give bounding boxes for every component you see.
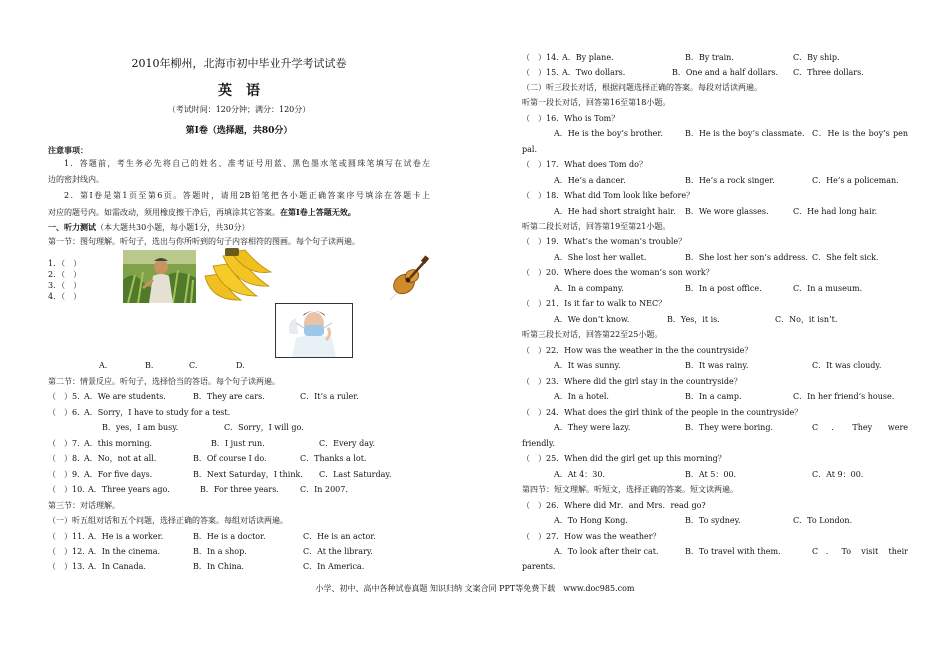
option-c-cont: friendly. xyxy=(522,439,555,448)
picture-bananas xyxy=(201,246,273,304)
option-a: A．Three years ago. xyxy=(88,485,170,494)
option-b: B．She lost her son’s address. xyxy=(685,253,808,262)
subject-title: 英 语 xyxy=(218,83,260,99)
image-label-d: D. xyxy=(236,361,245,370)
part1-heading: 一、听力测试（本大题共30小题，每小题1分，共30分） xyxy=(48,222,250,232)
option-c: C．To London. xyxy=(793,516,853,525)
section2-instructions: 第二节：情景反应。听句子，选择恰当的答语。每个句子读两遍。 xyxy=(48,377,280,386)
option-c-cont: pal. xyxy=(522,145,537,154)
option-a: A．this morning. xyxy=(84,439,153,448)
option-a: A．No，not at all. xyxy=(84,454,157,463)
option-a: A．They were lazy. xyxy=(554,423,631,432)
question-23: （ ）23．Where did the girl stay in the countryside？ xyxy=(522,377,742,386)
question-number: （ ）6． xyxy=(48,408,86,417)
option-a: A．He had short straight hair. xyxy=(554,207,676,216)
sub-section-2: （二）听三段长对话，根据问题选择正确的答案。每段对话读两遍。 xyxy=(522,83,762,92)
option-c: C．Every day. xyxy=(319,439,375,448)
question-26: （ ）26．Where did Mr．and Mrs．read go? xyxy=(522,501,706,510)
option-b: B．They were boring. xyxy=(685,423,773,432)
notice-item-1-cont: 边的密封线内。 xyxy=(48,175,104,184)
option-c: C．Three dollars. xyxy=(793,68,864,77)
option-a: A．In a hotel. xyxy=(554,392,609,401)
question-21: （ ）21．Is it far to walk to NEC？ xyxy=(522,299,667,308)
option-c: C．It’s a ruler. xyxy=(300,392,359,401)
option-c: C．They were xyxy=(812,423,908,432)
section3-heading: 第三节：对话理解。 xyxy=(48,501,120,510)
option-c: C．At the library. xyxy=(303,547,373,556)
option-b: B．yes，I am busy. xyxy=(102,423,179,432)
option-c: C．No，it isn’t. xyxy=(775,315,838,324)
question-number: （ ）10． xyxy=(48,485,91,494)
option-b: B．In a post office. xyxy=(685,284,762,293)
option-c: C．Thanks a lot. xyxy=(300,454,367,463)
option-a: A．To Hong Kong. xyxy=(554,516,628,525)
option-b: B．In a camp. xyxy=(685,392,742,401)
option-b: B．He’s a rock singer. xyxy=(685,176,775,185)
question-22: （ ）22．How was the weather in the the countryside？ xyxy=(522,346,753,355)
image-label-b: B. xyxy=(145,361,154,370)
option-c: C．In her friend’s house. xyxy=(793,392,895,401)
volume-title: 第Ⅰ卷（选择题，共80分） xyxy=(185,126,293,136)
notice-item-2: 2．第Ⅰ卷是第1页至第6页。答题时，请用2B铅笔把各小题正确答案序号填涂在答题卡上 xyxy=(64,191,430,200)
option-b: B．To sydney. xyxy=(685,516,741,525)
sub-section-1: （一）听五组对话和五个问题，选择正确的答案。每组对话读两遍。 xyxy=(48,516,288,525)
option-c: C．He is an actor. xyxy=(303,532,376,541)
option-b: B．We wore glasses. xyxy=(685,207,769,216)
question-number: （ ）13． xyxy=(48,562,91,571)
option-a: A．To look after their cat. xyxy=(554,547,659,556)
option-c: C．He had long hair. xyxy=(793,207,878,216)
question-18: （ ）18．What did Tom look like before？ xyxy=(522,191,695,200)
option-b: B．One and a half dollars. xyxy=(672,68,779,77)
option-b: B．He is the boy’s classmate. xyxy=(685,129,805,138)
picture-nurse xyxy=(275,303,353,358)
option-a: A．He’s a dancer. xyxy=(554,176,626,185)
option-a: A．In the cinema. xyxy=(88,547,161,556)
question-number: （ ）8． xyxy=(48,454,86,463)
option-c: C．At 9：00. xyxy=(812,470,864,479)
image-label-a: A. xyxy=(99,361,108,370)
option-c: C．By ship. xyxy=(793,53,840,62)
option-b: B．He is a doctor. xyxy=(193,532,266,541)
notice-item-2-cont: 对应的题号内。如需改动，须用橡皮擦干净后，再填涂其它答案。在第Ⅰ卷上答题无效。 xyxy=(48,207,356,217)
exam-info: （考试时间：120分钟；满分：120分） xyxy=(167,105,311,114)
question-number: （ ）5． xyxy=(48,392,86,401)
notice-item-1: 1．答题前，考生务必先将自己的姓名、准考证号用蓝、黑色墨水笔或圆珠笔填写在试卷左 xyxy=(64,159,430,168)
question-16: （ ）16．Who is Tom？ xyxy=(522,114,620,123)
section1-instructions: 第一节：图句理解。听句子，选出与你所听到的句子内容相符的图画。每个句子读两遍。 xyxy=(48,237,360,246)
dialogue-1-instructions: 听第一段长对话，回答第16至第18小题。 xyxy=(522,98,671,107)
question-19: （ ）19．What’s the woman’s trouble？ xyxy=(522,237,687,246)
answer-blank-1: 1．（ ） xyxy=(48,259,82,268)
page-footer: 小学、初中、高中各种试卷真题 知识归纳 文案合同 PPT等免费下载 www.doc985.com xyxy=(315,584,635,593)
option-a: A．For five days. xyxy=(84,470,153,479)
option-b: B．By train. xyxy=(685,53,734,62)
option-a: A．At 4：30. xyxy=(554,470,605,479)
option-c: C．In America. xyxy=(303,562,365,571)
option-a: A．He is the boy’s brother. xyxy=(554,129,663,138)
option-b: B．To travel with them. xyxy=(685,547,781,556)
option-a: A．In Canada. xyxy=(88,562,146,571)
question-number: （ ）9． xyxy=(48,470,86,479)
option-b: B．In China. xyxy=(193,562,245,571)
option-b: B．In a shop. xyxy=(193,547,247,556)
option-a: A．Two dollars. xyxy=(562,68,626,77)
option-a: A．He is a worker. xyxy=(88,532,164,541)
option-b: B．For three years. xyxy=(200,485,279,494)
option-c: C．It was cloudy. xyxy=(812,361,882,370)
option-b: B．Yes，it is. xyxy=(667,315,720,324)
picture-guitar xyxy=(388,254,430,304)
dialogue-2-instructions: 听第二段长对话，回答第19至第21小题。 xyxy=(522,222,671,231)
option-b: B．It was rainy. xyxy=(685,361,749,370)
option-c: C．In a museum. xyxy=(793,284,863,293)
option-c-cont: parents. xyxy=(522,562,556,571)
option-b: B．They are cars. xyxy=(193,392,265,401)
question-number: （ ）14． xyxy=(522,53,565,62)
question-number: （ ）15． xyxy=(522,68,565,77)
option-b: B．At 5：00. xyxy=(685,470,737,479)
option-b: B．Of course I do. xyxy=(193,454,267,463)
option-a: A．In a company. xyxy=(554,284,624,293)
option-a: A．It was sunny. xyxy=(554,361,621,370)
picture-farmer xyxy=(123,250,196,303)
option-c: C．In 2007. xyxy=(300,485,348,494)
question-25: （ ）25．When did the girl get up this morning？ xyxy=(522,454,726,463)
option-a: A．By plane. xyxy=(562,53,614,62)
option-c: C．Sorry，I will go. xyxy=(224,423,304,432)
option-a: A．We are students. xyxy=(84,392,166,401)
option-a: A．She lost her wallet. xyxy=(554,253,647,262)
exam-title: 2010年柳州，北海市初中毕业升学考试试卷 xyxy=(131,57,347,70)
option-c: C．He’s a policeman. xyxy=(812,176,899,185)
option-a: A．We don’t know. xyxy=(554,315,630,324)
answer-blank-4: 4．（ ） xyxy=(48,292,82,301)
answer-blank-2: 2．（ ） xyxy=(48,270,82,279)
answer-blank-3: 3．（ ） xyxy=(48,281,82,290)
option-b: B．Next Saturday，I think. xyxy=(193,470,303,479)
option-c: C．To visit their xyxy=(812,547,908,556)
question-number: （ ）12． xyxy=(48,547,91,556)
option-c: C．She felt sick. xyxy=(812,253,879,262)
option-c: C．Last Saturday. xyxy=(319,470,392,479)
question-27: （ ）27．How was the weather？ xyxy=(522,532,661,541)
option-c: C．He is the boy’s pen xyxy=(812,129,908,138)
option-b: B．I just run. xyxy=(211,439,265,448)
question-20: （ ）20．Where does the woman’s son work？ xyxy=(522,268,714,277)
image-label-c: C. xyxy=(189,361,198,370)
question-24: （ ）24．What does the girl think of the people in the countryside？ xyxy=(522,408,803,417)
section4-instructions: 第四节：短文理解。听短文，选择正确的答案。短文读两遍。 xyxy=(522,485,738,494)
dialogue-3-instructions: 听第三段长对话，回答第22至25小题。 xyxy=(522,330,663,339)
question-number: （ ）11． xyxy=(48,532,91,541)
notice-heading: 注意事项： xyxy=(48,145,88,155)
question-number: （ ）7． xyxy=(48,439,86,448)
option-a: A．Sorry，I have to study for a test. xyxy=(84,408,231,417)
question-17: （ ）17．What does Tom do？ xyxy=(522,160,647,169)
